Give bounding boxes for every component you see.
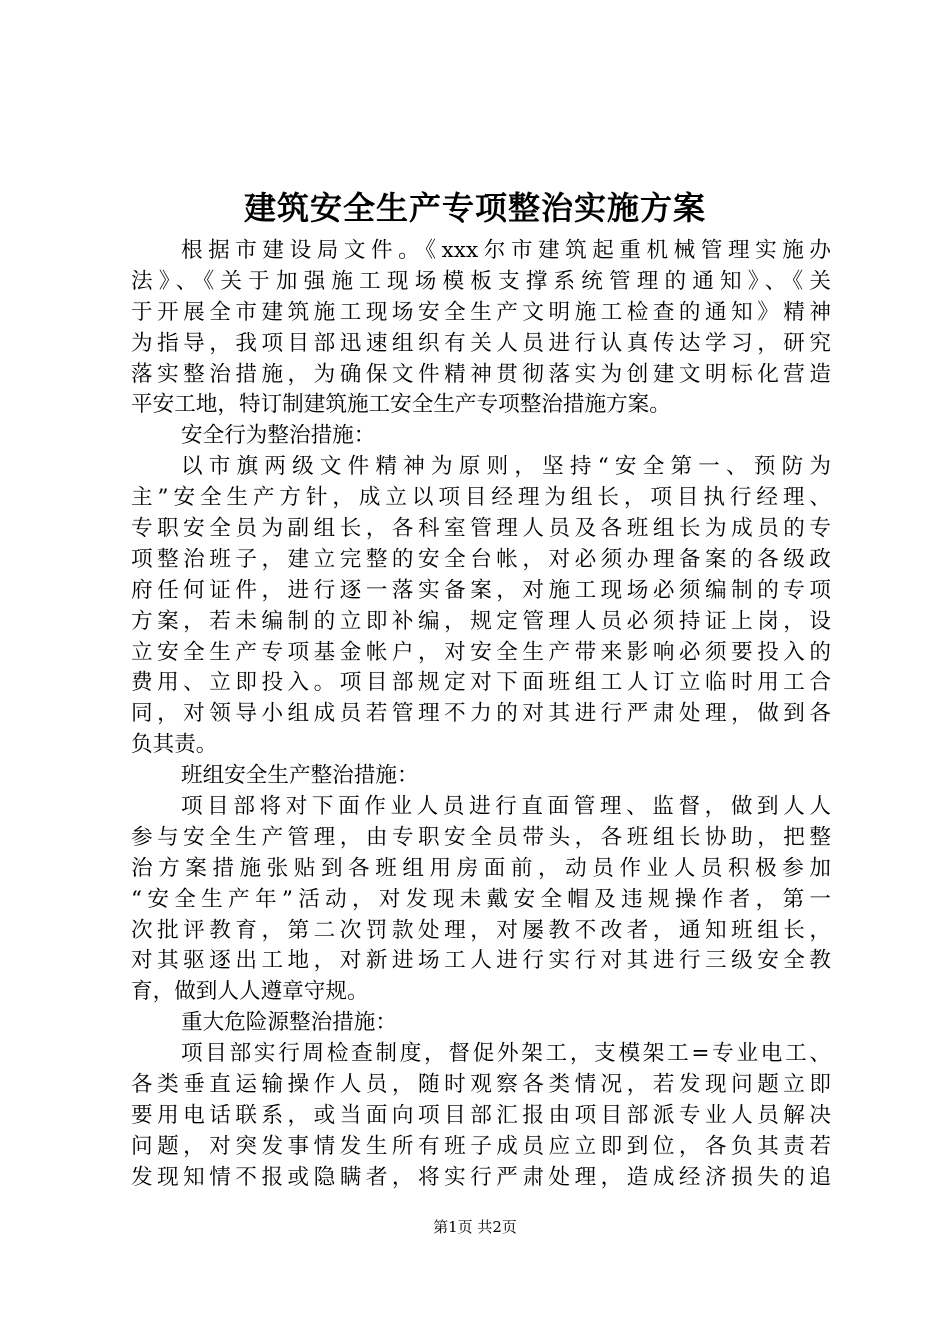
text-line: 法》、《关于加强施工现场模板支撑系统管理的通知》、《关	[131, 268, 831, 294]
text-line: 育，做到人人遵章守规。	[131, 979, 369, 1005]
section-heading: 班组安全生产整治措施：	[181, 763, 419, 789]
section-heading: 安全行为整治措施：	[181, 423, 376, 449]
text-line: 治方案措施张贴到各班组用房面前，动员作业人员积极参加	[131, 855, 831, 881]
text-line: 主”安全生产方针，成立以项目经理为组长，项目执行经理、	[131, 485, 831, 511]
text-line: 各类垂直运输操作人员，随时观察各类情况，若发现问题立即	[131, 1072, 831, 1098]
section-heading: 重大危险源整治措施：	[181, 1010, 397, 1036]
page-number: 第1页 共2页	[433, 1218, 517, 1236]
text-line: 落实整治措施，为确保文件精神贯彻落实为创建文明标化营造	[131, 361, 831, 387]
text-line: 府任何证件，进行逐一落实备案，对施工现场必须编制的专项	[131, 577, 831, 603]
text-line: 费用、立即投入。项目部规定对下面班组工人订立临时用工合	[131, 670, 831, 696]
text-line: 于开展全市建筑施工现场安全生产文明施工检查的通知》精神	[131, 299, 831, 325]
text-line: 方案，若未编制的立即补编，规定管理人员必须持证上岗，设	[131, 608, 831, 634]
text-line: 项整治班子，建立完整的安全台帐，对必须办理备案的各级政	[131, 546, 831, 572]
text-line: “安全生产年”活动，对发现未戴安全帽及违规操作者，第一	[131, 886, 831, 912]
text-line: 根据市建设局文件。《xxx尔市建筑起重机械管理实施办	[181, 238, 831, 263]
text-line: 项目部将对下面作业人员进行直面管理、监督，做到人人	[181, 794, 831, 820]
text-line: 负其责。	[131, 732, 218, 758]
text-line: 平安工地，特订制建筑施工安全生产专项整治措施方案。	[131, 392, 671, 418]
text-line: 立安全生产专项基金帐户，对安全生产带来影响必须要投入的	[131, 639, 831, 665]
text-line: 参与安全生产管理，由专职安全员带头，各班组长协助，把整	[131, 824, 831, 850]
text-line: 为指导，我项目部迅速组织有关人员进行认真传达学习，研究	[131, 330, 831, 356]
text-line: 问题，对突发事情发生所有班子成员应立即到位，各负其责若	[131, 1133, 831, 1159]
document-title: 建筑安全生产专项整治实施方案	[243, 189, 706, 227]
text-line: 发现知情不报或隐瞒者，将实行严肃处理，造成经济损失的追	[131, 1164, 831, 1190]
text-line: 次批评教育，第二次罚款处理，对屡教不改者，通知班组长，	[131, 917, 831, 943]
text-line: 对其驱逐出工地，对新进场工人进行实行对其进行三级安全教	[131, 948, 831, 974]
document-body	[131, 236, 831, 1194]
text-line: 要用电话联系，或当面向项目部汇报由项目部派专业人员解决	[131, 1102, 831, 1128]
text-line: 专职安全员为副组长，各科室管理人员及各班组长为成员的专	[131, 516, 831, 542]
text-line: 项目部实行周检查制度，督促外架工，支模架工=专业电工、	[181, 1041, 831, 1067]
text-line: 以市旗两级文件精神为原则，坚持“安全第一、预防为	[181, 454, 831, 480]
text-line: 同，对领导小组成员若管理不力的对其进行严肃处理，做到各	[131, 701, 831, 727]
